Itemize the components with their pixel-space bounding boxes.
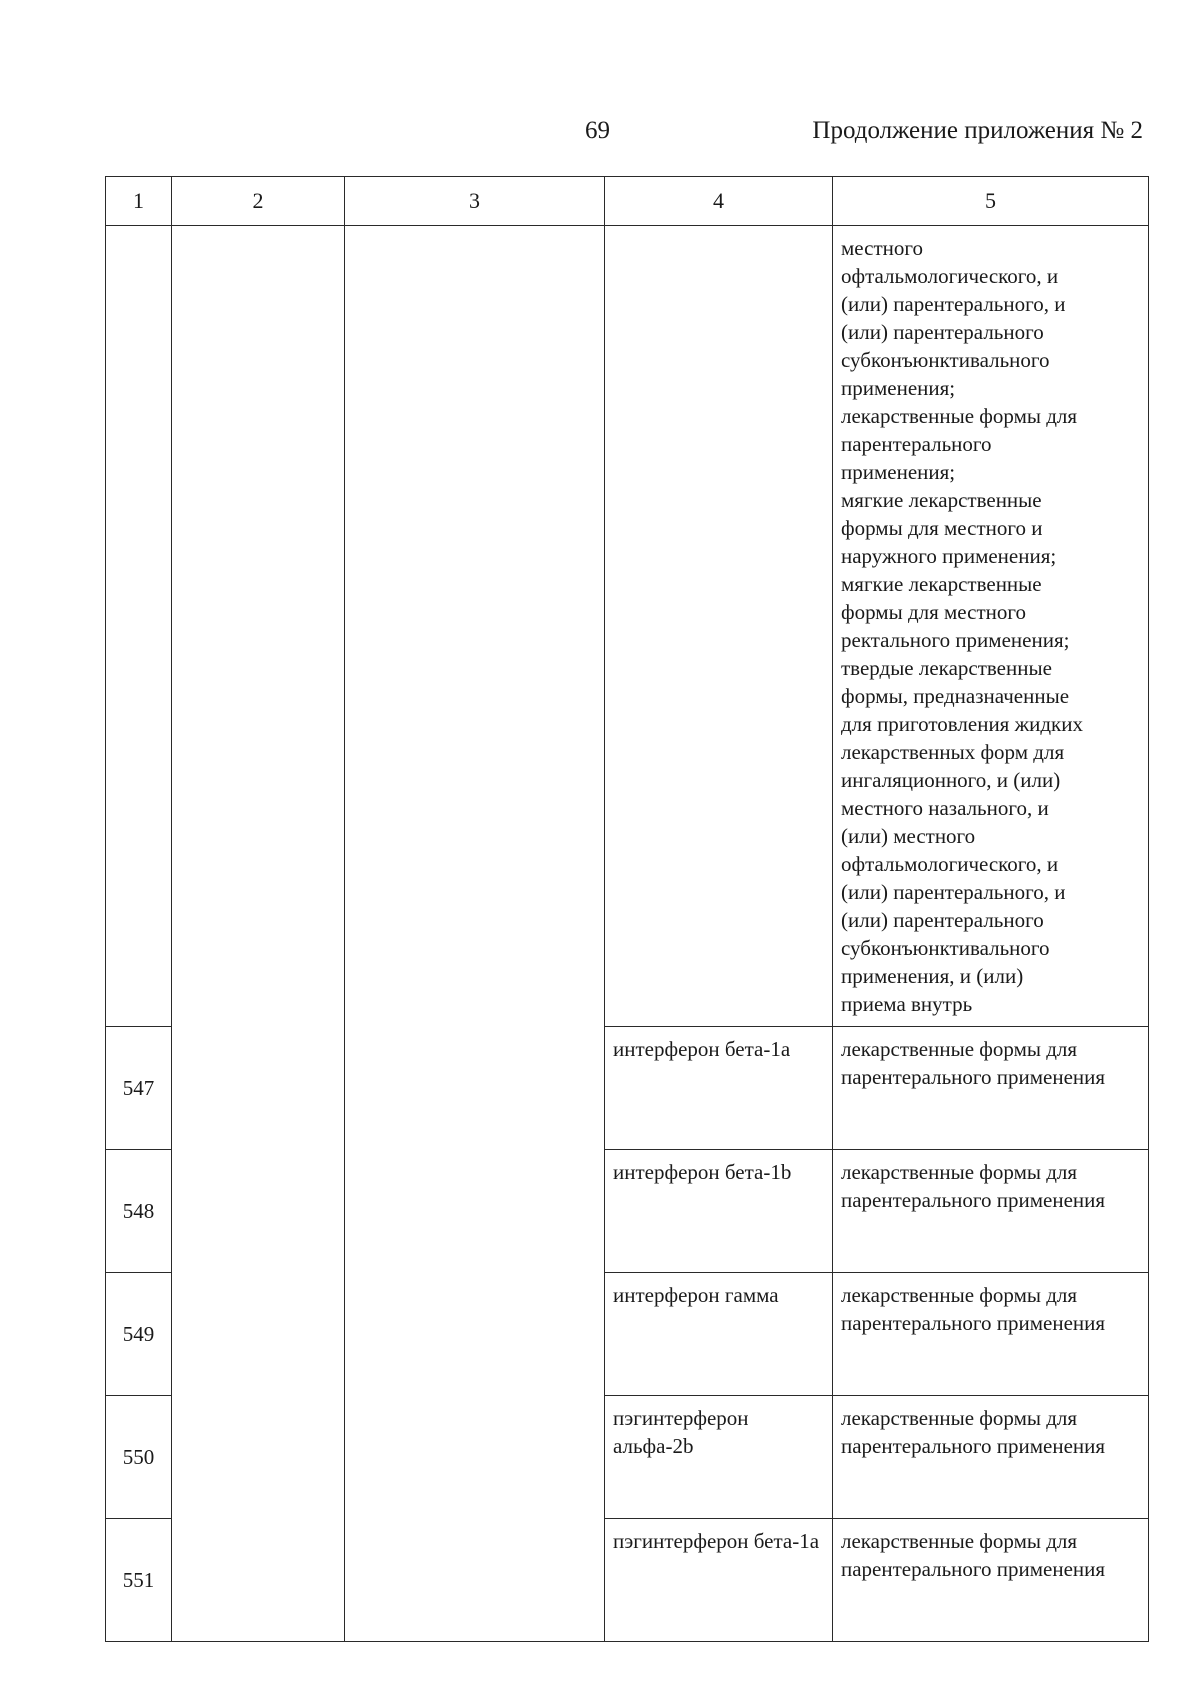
dosage-form-line: ингаляционного, и (или) [841, 768, 1061, 792]
dosage-form-line: субконъюнктивального [841, 348, 1050, 372]
dosage-form-line: мягкие лекарственные [841, 572, 1042, 596]
drug-name: пэгинтерферон альфа-2b [605, 1396, 833, 1519]
dosage-form-line: офтальмологического, и [841, 264, 1059, 288]
page-number: 69 [585, 117, 610, 144]
row-number: 550 [106, 1396, 172, 1519]
dosage-form-line: наружного применения; [841, 544, 1057, 568]
dosage-form-line: ректального применения; [841, 628, 1070, 652]
column-header-4: 4 [605, 177, 833, 226]
drug-name: пэгинтерферон бета-1a [605, 1519, 833, 1642]
page-caption: Продолжение приложения № 2 [812, 117, 1143, 144]
column-header-2: 2 [172, 177, 345, 226]
column-header-1: 1 [106, 177, 172, 226]
dosage-form-line: мягкие лекарственные [841, 488, 1042, 512]
cell-num-empty [106, 226, 172, 1027]
dosage-form-line: (или) парентерального [841, 908, 1044, 932]
dosage-form-line: формы для местного [841, 600, 1026, 624]
drug-name: интерферон бета-1b [605, 1150, 833, 1273]
dosage-form-line: применения; [841, 460, 956, 484]
dosage-form-line: местного назального, и [841, 796, 1049, 820]
dosage-form-line: (или) парентерального [841, 320, 1044, 344]
drug-name: интерферон гамма [605, 1273, 833, 1396]
dosage-form-line: формы для местного и [841, 516, 1043, 540]
cell-col3-merged [345, 226, 605, 1642]
cell-dosage-form-continued [833, 226, 1149, 1027]
dosage-form-line: (или) местного [841, 824, 976, 848]
dosage-form: лекарственные формы для парентерального применения [833, 1150, 1149, 1273]
cell-col2-merged [172, 226, 345, 1642]
drug-table [105, 176, 1149, 1642]
table-row-continuation [106, 226, 1149, 1027]
dosage-form: лекарственные формы для парентерального применения [833, 1273, 1149, 1396]
row-number: 549 [106, 1273, 172, 1396]
dosage-form: лекарственные формы для парентерального применения [833, 1027, 1149, 1150]
dosage-form-line: твердые лекарственные [841, 656, 1052, 680]
dosage-form-line: (или) парентерального, и [841, 292, 1066, 316]
row-number: 547 [106, 1027, 172, 1150]
dosage-form-line: лекарственных форм для [841, 740, 1065, 764]
dosage-form-line: применения; [841, 376, 956, 400]
table-header-row [106, 177, 1149, 226]
row-number: 548 [106, 1150, 172, 1273]
dosage-form-line: парентерального [841, 432, 992, 456]
dosage-form: лекарственные формы для парентерального применения [833, 1519, 1149, 1642]
cell-col4-empty [605, 226, 833, 1027]
dosage-form-line: для приготовления жидких [841, 712, 1083, 736]
drug-name: интерферон бета-1a [605, 1027, 833, 1150]
dosage-form-line: субконъюнктивального [841, 936, 1050, 960]
dosage-form-line: лекарственные формы для [841, 404, 1078, 428]
row-number: 551 [106, 1519, 172, 1642]
dosage-form: лекарственные формы для парентерального применения [833, 1396, 1149, 1519]
column-header-5: 5 [833, 177, 1149, 226]
dosage-form-line: местного [841, 236, 923, 260]
dosage-form-line: применения, и (или) [841, 964, 1024, 988]
dosage-form-line: офтальмологического, и [841, 852, 1059, 876]
dosage-form-line: (или) парентерального, и [841, 880, 1066, 904]
column-header-3: 3 [345, 177, 605, 226]
dosage-form-line: приема внутрь [841, 992, 973, 1016]
dosage-form-line: формы, предназначенные [841, 684, 1070, 708]
